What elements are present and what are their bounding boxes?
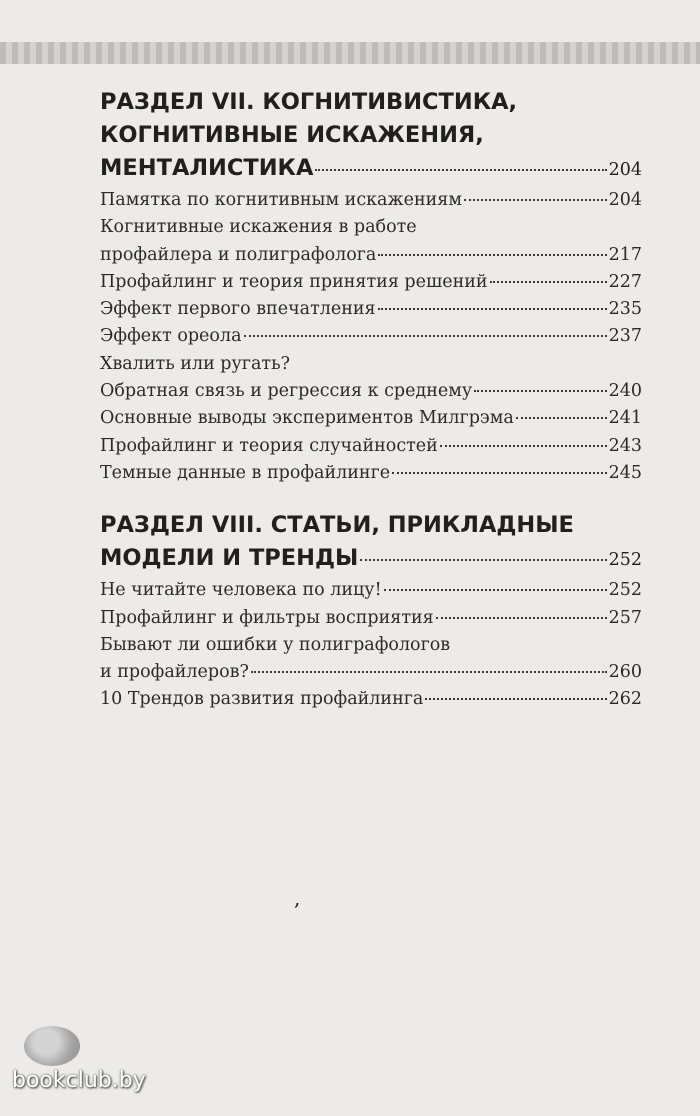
toc-entry-page: 235 xyxy=(608,299,642,320)
leader-dots xyxy=(425,698,606,700)
toc-entry[interactable] xyxy=(100,433,642,460)
toc-entry-title: Профайлинг и теория случайностей xyxy=(100,435,438,456)
section-page-number: 204 xyxy=(608,160,642,180)
section-page-number: 252 xyxy=(608,550,642,571)
leader-dots xyxy=(244,335,607,337)
toc-entry-page: 252 xyxy=(608,580,642,601)
toc-entry[interactable] xyxy=(100,605,642,632)
toc-entry[interactable] xyxy=(100,659,642,686)
toc-entry-page: 262 xyxy=(608,689,642,710)
leader-dots xyxy=(392,472,606,474)
leader-dots xyxy=(464,199,607,201)
stray-mark: , xyxy=(294,886,301,910)
toc-entry-page: 243 xyxy=(608,435,642,456)
toc-entry[interactable] xyxy=(100,460,642,487)
table-of-contents xyxy=(100,86,642,714)
leader-dots xyxy=(436,617,607,619)
toc-entry-title: Эффект первого впечатления xyxy=(100,299,376,320)
section-heading-line: КОГНИТИВНЫЕ ИСКАЖЕНИЯ, xyxy=(100,122,484,148)
toc-entry-title-cont: Обратная связь и регрессия к среднему xyxy=(100,381,473,402)
section-heading-line: РАЗДЕЛ VIII. СТАТЬИ, ПРИКЛАДНЫЕ xyxy=(100,512,574,539)
toc-entry[interactable] xyxy=(100,296,642,323)
toc-entry-title: Не читайте человека по лицу! xyxy=(100,580,382,601)
toc-entry-title[interactable]: Когнитивные искажения в работе xyxy=(100,217,417,238)
toc-entry[interactable] xyxy=(100,323,642,350)
section-heading-line: МОДЕЛИ И ТРЕНДЫ xyxy=(100,545,359,572)
section-heading-line: РАЗДЕЛ VII. КОГНИТИВИСТИКА, xyxy=(100,89,518,115)
leader-dots xyxy=(378,308,607,310)
toc-entry[interactable] xyxy=(100,187,642,214)
toc-entry-page: 204 xyxy=(608,190,642,210)
leader-dots xyxy=(384,589,607,591)
toc-entry[interactable] xyxy=(100,686,642,713)
toc-entry-page: 217 xyxy=(608,244,642,265)
leader-dots xyxy=(440,445,607,447)
leader-dots xyxy=(474,390,606,392)
section-heading-line: МЕНТАЛИСТИКА xyxy=(100,155,314,181)
toc-entry-page: 257 xyxy=(608,607,642,628)
toc-entry-page: 227 xyxy=(608,271,642,292)
top-edge-band xyxy=(0,42,700,64)
toc-entry-title: Основные выводы экспериментов Милгрэма xyxy=(100,408,514,429)
toc-entry-title: Памятка по когнитивным искажениям xyxy=(100,190,462,210)
show-through-line xyxy=(92,770,692,790)
toc-entry-page: 240 xyxy=(608,381,642,402)
toc-entry-title: 10 Трендов развития профайлинга xyxy=(100,689,424,710)
leader-dots xyxy=(516,417,607,419)
toc-entry-page: 260 xyxy=(608,662,642,683)
toc-entry-title: Профайлинг и фильтры восприятия xyxy=(100,607,434,628)
bookclub-logo-icon xyxy=(24,1026,80,1066)
leader-dots xyxy=(315,169,606,171)
toc-entry[interactable] xyxy=(100,378,642,405)
section-heading-viii xyxy=(100,509,642,577)
watermark: bookclub.by xyxy=(12,1068,146,1093)
section-heading-vii xyxy=(100,86,642,187)
toc-entry-title-cont: и профайлеров? xyxy=(100,662,249,683)
leader-dots xyxy=(360,559,606,561)
toc-entry-title: Темные данные в профайлинге xyxy=(100,462,391,483)
toc-entry-page: 241 xyxy=(608,408,642,429)
toc-entry-title[interactable]: Бывают ли ошибки у полиграфологов xyxy=(100,634,451,655)
toc-entry[interactable] xyxy=(100,242,642,269)
leader-dots xyxy=(378,254,606,256)
toc-entry-page: 245 xyxy=(608,462,642,483)
toc-entry-title: Профайлинг и теория принятия решений xyxy=(100,271,488,292)
toc-entry-title-cont: профайлера и полиграфолога xyxy=(100,244,377,265)
toc-entry-title: Эффект ореола xyxy=(100,326,242,347)
toc-entry[interactable] xyxy=(100,405,642,432)
toc-entry-page: 237 xyxy=(608,326,642,347)
toc-entry[interactable] xyxy=(100,577,642,604)
toc-entry-title[interactable]: Хвалить или ругать? xyxy=(100,353,290,374)
leader-dots xyxy=(251,671,607,673)
toc-entry[interactable] xyxy=(100,269,642,296)
leader-dots xyxy=(490,281,607,283)
